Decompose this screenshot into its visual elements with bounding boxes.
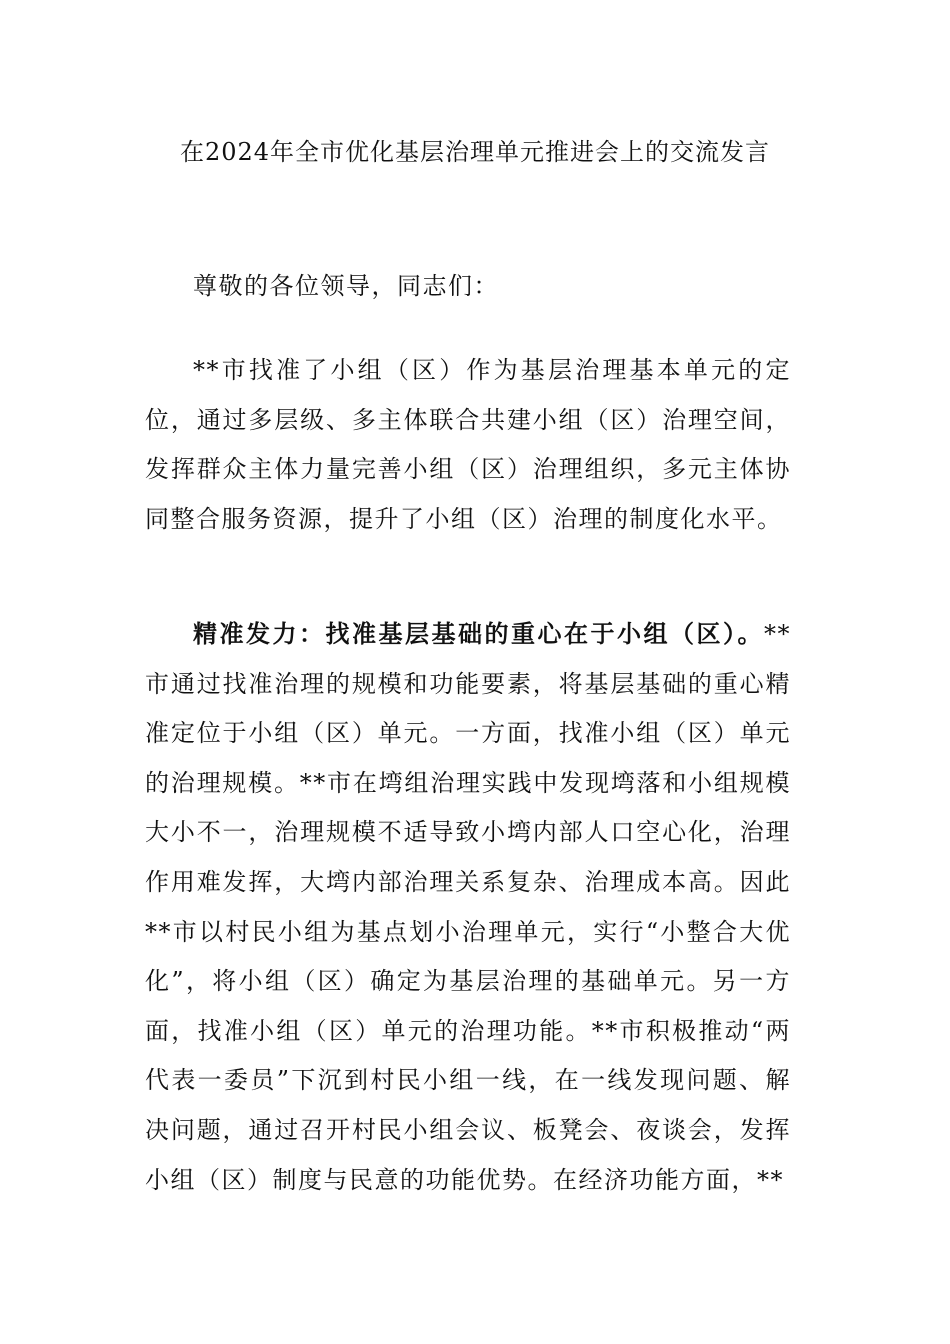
section-heading: 精准发力：找准基层基础的重心在于小组（区）。	[193, 619, 764, 648]
section-paragraph	[145, 609, 791, 1205]
document-title: 在2024年全市优化基层治理单元推进会上的交流发言	[179, 138, 771, 166]
salutation: 尊敬的各位领导，同志们：	[193, 272, 499, 300]
intro-paragraph: **市找准了小组（区）作为基层治理基本单元的定位，通过多层级、多主体联合共建小组（区）治理空间，发挥群众主体力量完善小组（区）治理组织，多元主体协同整合服务资源，提升了小组（区）治理的制度化水平。	[145, 356, 791, 533]
section-body: **市通过找准治理的规模和功能要素，将基层基础的重心精准定位于小组（区）单元。一方面，找准小组（区）单元的治理规模。**市在塆组治理实践中发现塆落和小组规模大小不一，治理规模不适导致小塆内部人口空心化，治理作用难发挥，大塆内部治理关系复杂、治理成本高。因此**市以村民小组为基点划小治理单元，实行“小整合大优化”，将小组（区）确定为基层治理的基础单元。另一方面，找准小组（区）单元的治理功能。**市积极推动“两代表一委员”下沉到村民小组一线，在一线发现问题、解决问题，通过召开村民小组会议、板凳会、夜谈会，发挥小组（区）制度与民意的功能优势。在经济功能方面，**	[145, 620, 791, 1194]
